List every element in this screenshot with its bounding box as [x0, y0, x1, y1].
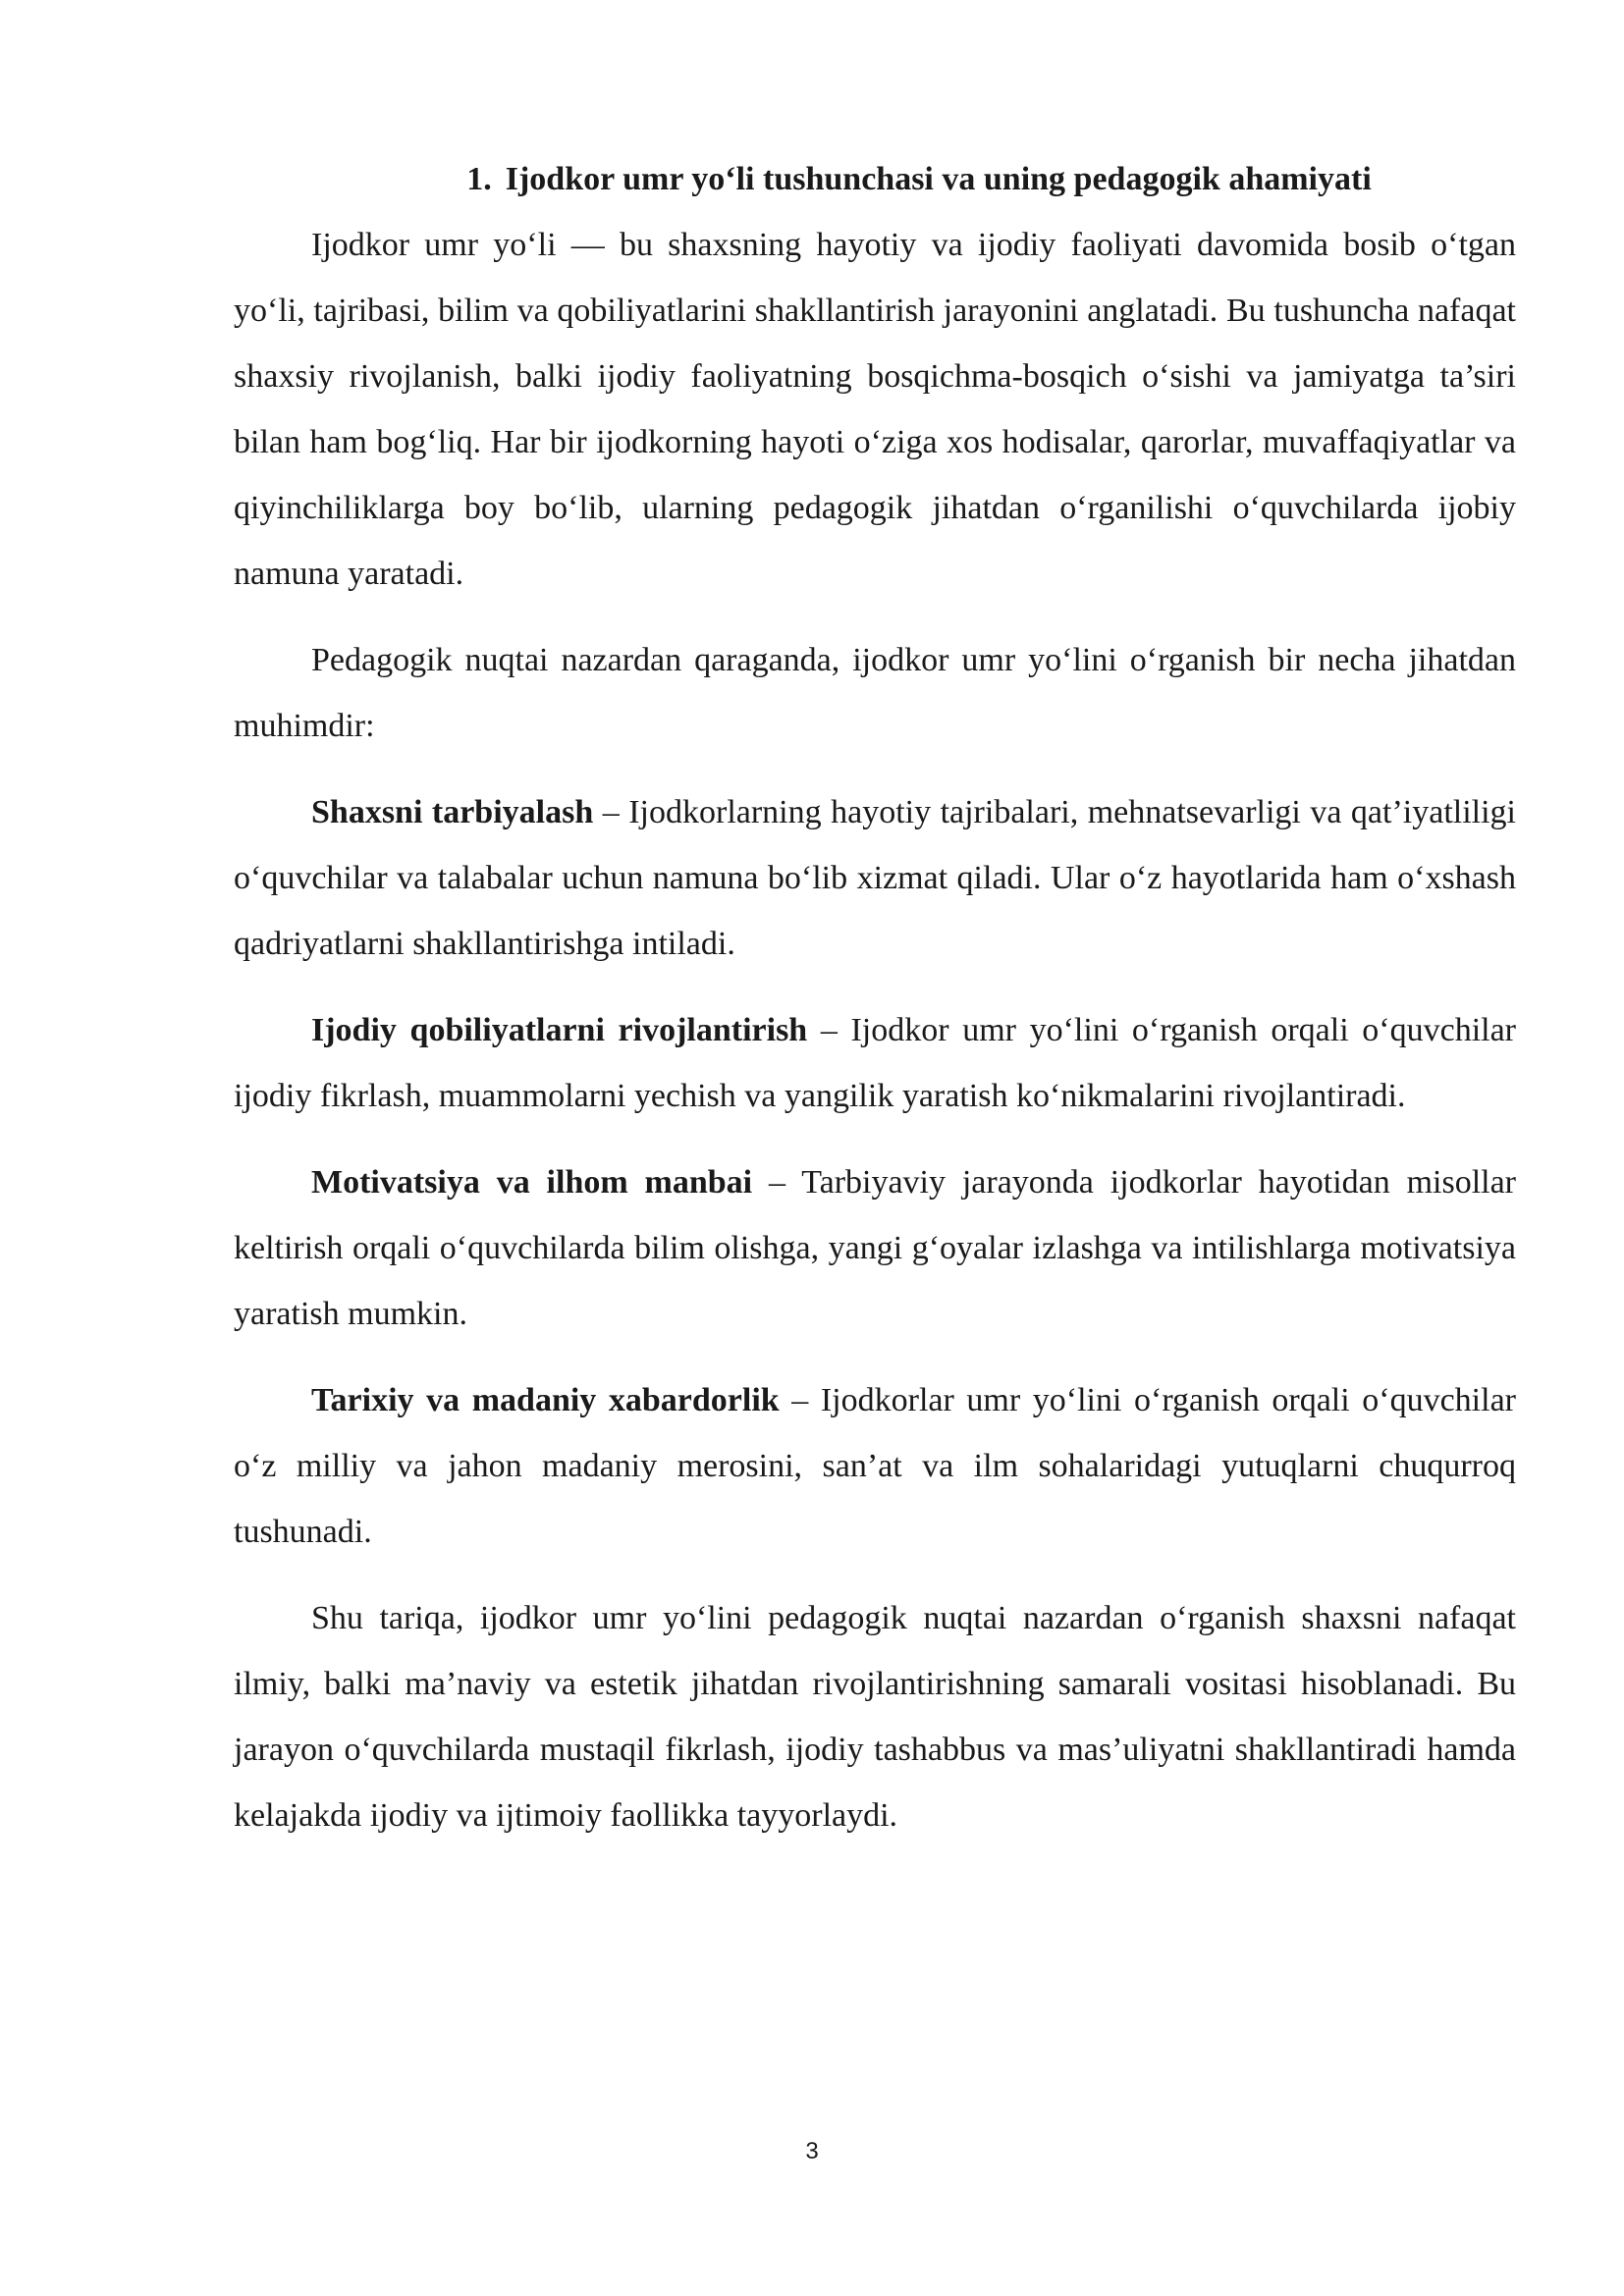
aspect-paragraph-motivation: [234, 1149, 1516, 1347]
aspect-term: Shaxsni tarbiyalash: [311, 794, 594, 830]
aspect-term: Tarixiy va madaniy xabardorlik: [311, 1382, 780, 1418]
aspect-text: – Ijodkorlarning hayotiy tajribalari, mehnatsevarligi va qat’iyatliligi o‘quvchilar va talabalar uchun namuna bo‘lib xizmat qiladi. Ular o‘z hayotlarida ham o‘xshash qadriyatlarni shakllantirishga intiladi.: [234, 794, 1516, 962]
section-heading: [234, 147, 1516, 212]
aspect-term: Motivatsiya va ilhom manbai: [311, 1164, 753, 1201]
aspect-text: – Ijodkorlar umr yo‘lini o‘rganish orqali o‘quvchilar o‘z milliy va jahon madaniy merosini, san’at va ilm sohalaridagi yutuqlarni chuqurroq tushunadi.: [234, 1382, 1516, 1550]
intro-paragraph: Ijodkor umr yo‘li — bu shaxsning hayotiy va ijodiy faoliyati davomida bosib o‘tgan yo‘li, tajribasi, bilim va qobiliyatlarini shakllantirish jarayonini anglatadi. Bu tushuncha nafaqat shaxsiy rivojlanish, balki ijodiy faoliyatning bosqichma-bosqich o‘sishi va jamiyatga ta’siri bilan ham bog‘liq. Har bir ijodkorning hayoti o‘ziga xos hodisalar, qarorlar, muvaffaqiyatlar va qiyinchiliklarga boy bo‘lib, ularning pedagogik jihatdan o‘rganilishi o‘quvchilarda ijobiy namuna yaratadi.: [234, 227, 1516, 592]
section-title: Ijodkor umr yo‘li tushunchasi va uning pedagogik ahamiyati: [505, 161, 1372, 197]
page-number: 3: [805, 2138, 819, 2164]
aspect-paragraph-heritage: [234, 1367, 1516, 1565]
aspect-paragraph-creativity: [234, 997, 1516, 1129]
aspect-term: Ijodiy qobiliyatlarni rivojlantirish: [311, 1012, 808, 1048]
aspect-text: – Ijodkor umr yo‘lini o‘rganish orqali o‘quvchilar ijodiy fikrlash, muammolarni yechish va yangilik yaratish ko‘nikmalarini rivojlantiradi.: [234, 1012, 1516, 1114]
aspect-paragraph-upbringing: [234, 779, 1516, 977]
section-number: 1.: [466, 161, 492, 197]
page-content: [234, 147, 1516, 1869]
conclusion-paragraph: Shu tariqa, ijodkor umr yo‘lini pedagogik nuqtai nazardan o‘rganish shaxsni nafaqat ilmiy, balki ma’naviy va estetik jihatdan rivojlantirishning samarali vositasi hisoblanadi. Bu jarayon o‘quvchilarda mustaqil fikrlash, ijodiy tashabbus va mas’uliyatni shakllantiradi hamda kelajakda ijodiy va ijtimoiy faollikka tayyorlaydi.: [234, 1600, 1516, 1834]
aspect-text: – Tarbiyaviy jarayonda ijodkorlar hayotidan misollar keltirish orqali o‘quvchilarda bilim olishga, yangi g‘oyalar izlashga va intilishlarga motivatsiya yaratish mumkin.: [234, 1164, 1517, 1332]
pedagogic-paragraph: Pedagogik nuqtai nazardan qaraganda, ijodkor umr yo‘lini o‘rganish bir necha jihatdan muhimdir:: [234, 642, 1516, 744]
